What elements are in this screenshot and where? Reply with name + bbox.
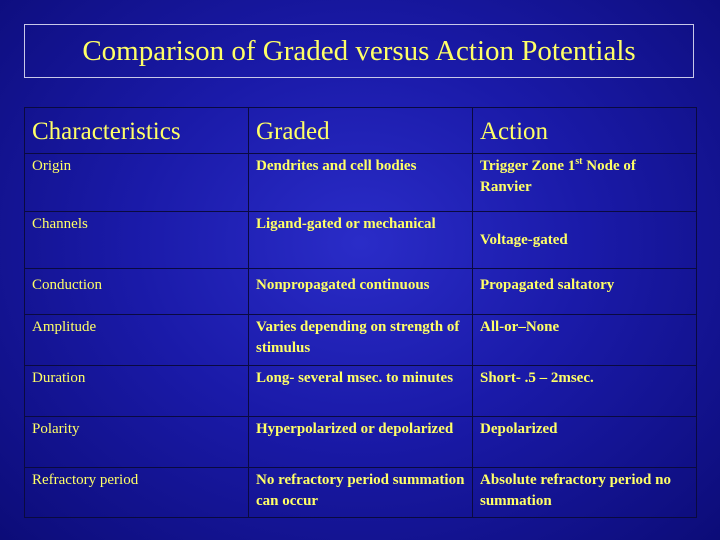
table-row [25,212,697,269]
table-row [25,154,697,212]
slide-title-box [24,24,694,78]
graded-cell: Long- several msec. to minutes [249,366,473,417]
action-cell: Depolarized [473,417,697,468]
row-label: Polarity [25,417,249,468]
action-cell: Voltage-gated [473,212,697,269]
action-cell: Absolute refractory period no summation [473,468,697,518]
header-action: Action [473,108,697,154]
graded-cell: Nonpropagated continuous [249,269,473,315]
row-label: Conduction [25,269,249,315]
comparison-table [24,107,697,518]
row-label: Channels [25,212,249,269]
graded-cell: Hyperpolarized or depolarized [249,417,473,468]
table-row [25,366,697,417]
table-header-row [25,108,697,154]
table-row [25,468,697,518]
graded-cell: No refractory period summation can occur [249,468,473,518]
row-label: Amplitude [25,315,249,366]
table-row [25,315,697,366]
graded-cell: Dendrites and cell bodies [249,154,473,212]
row-label: Origin [25,154,249,212]
row-label: Refractory period [25,468,249,518]
graded-cell: Ligand-gated or mechanical [249,212,473,269]
graded-cell: Varies depending on strength of stimulus [249,315,473,366]
action-cell: Short- .5 – 2msec. [473,366,697,417]
row-label: Duration [25,366,249,417]
header-graded: Graded [249,108,473,154]
action-cell: Trigger Zone 1st Node of Ranvier [473,154,697,212]
action-cell: Propagated saltatory [473,269,697,315]
header-characteristics: Characteristics [25,108,249,154]
action-cell: All-or–None [473,315,697,366]
slide-title: Comparison of Graded versus Action Potentials [82,34,636,67]
table-row [25,417,697,468]
table-row [25,269,697,315]
